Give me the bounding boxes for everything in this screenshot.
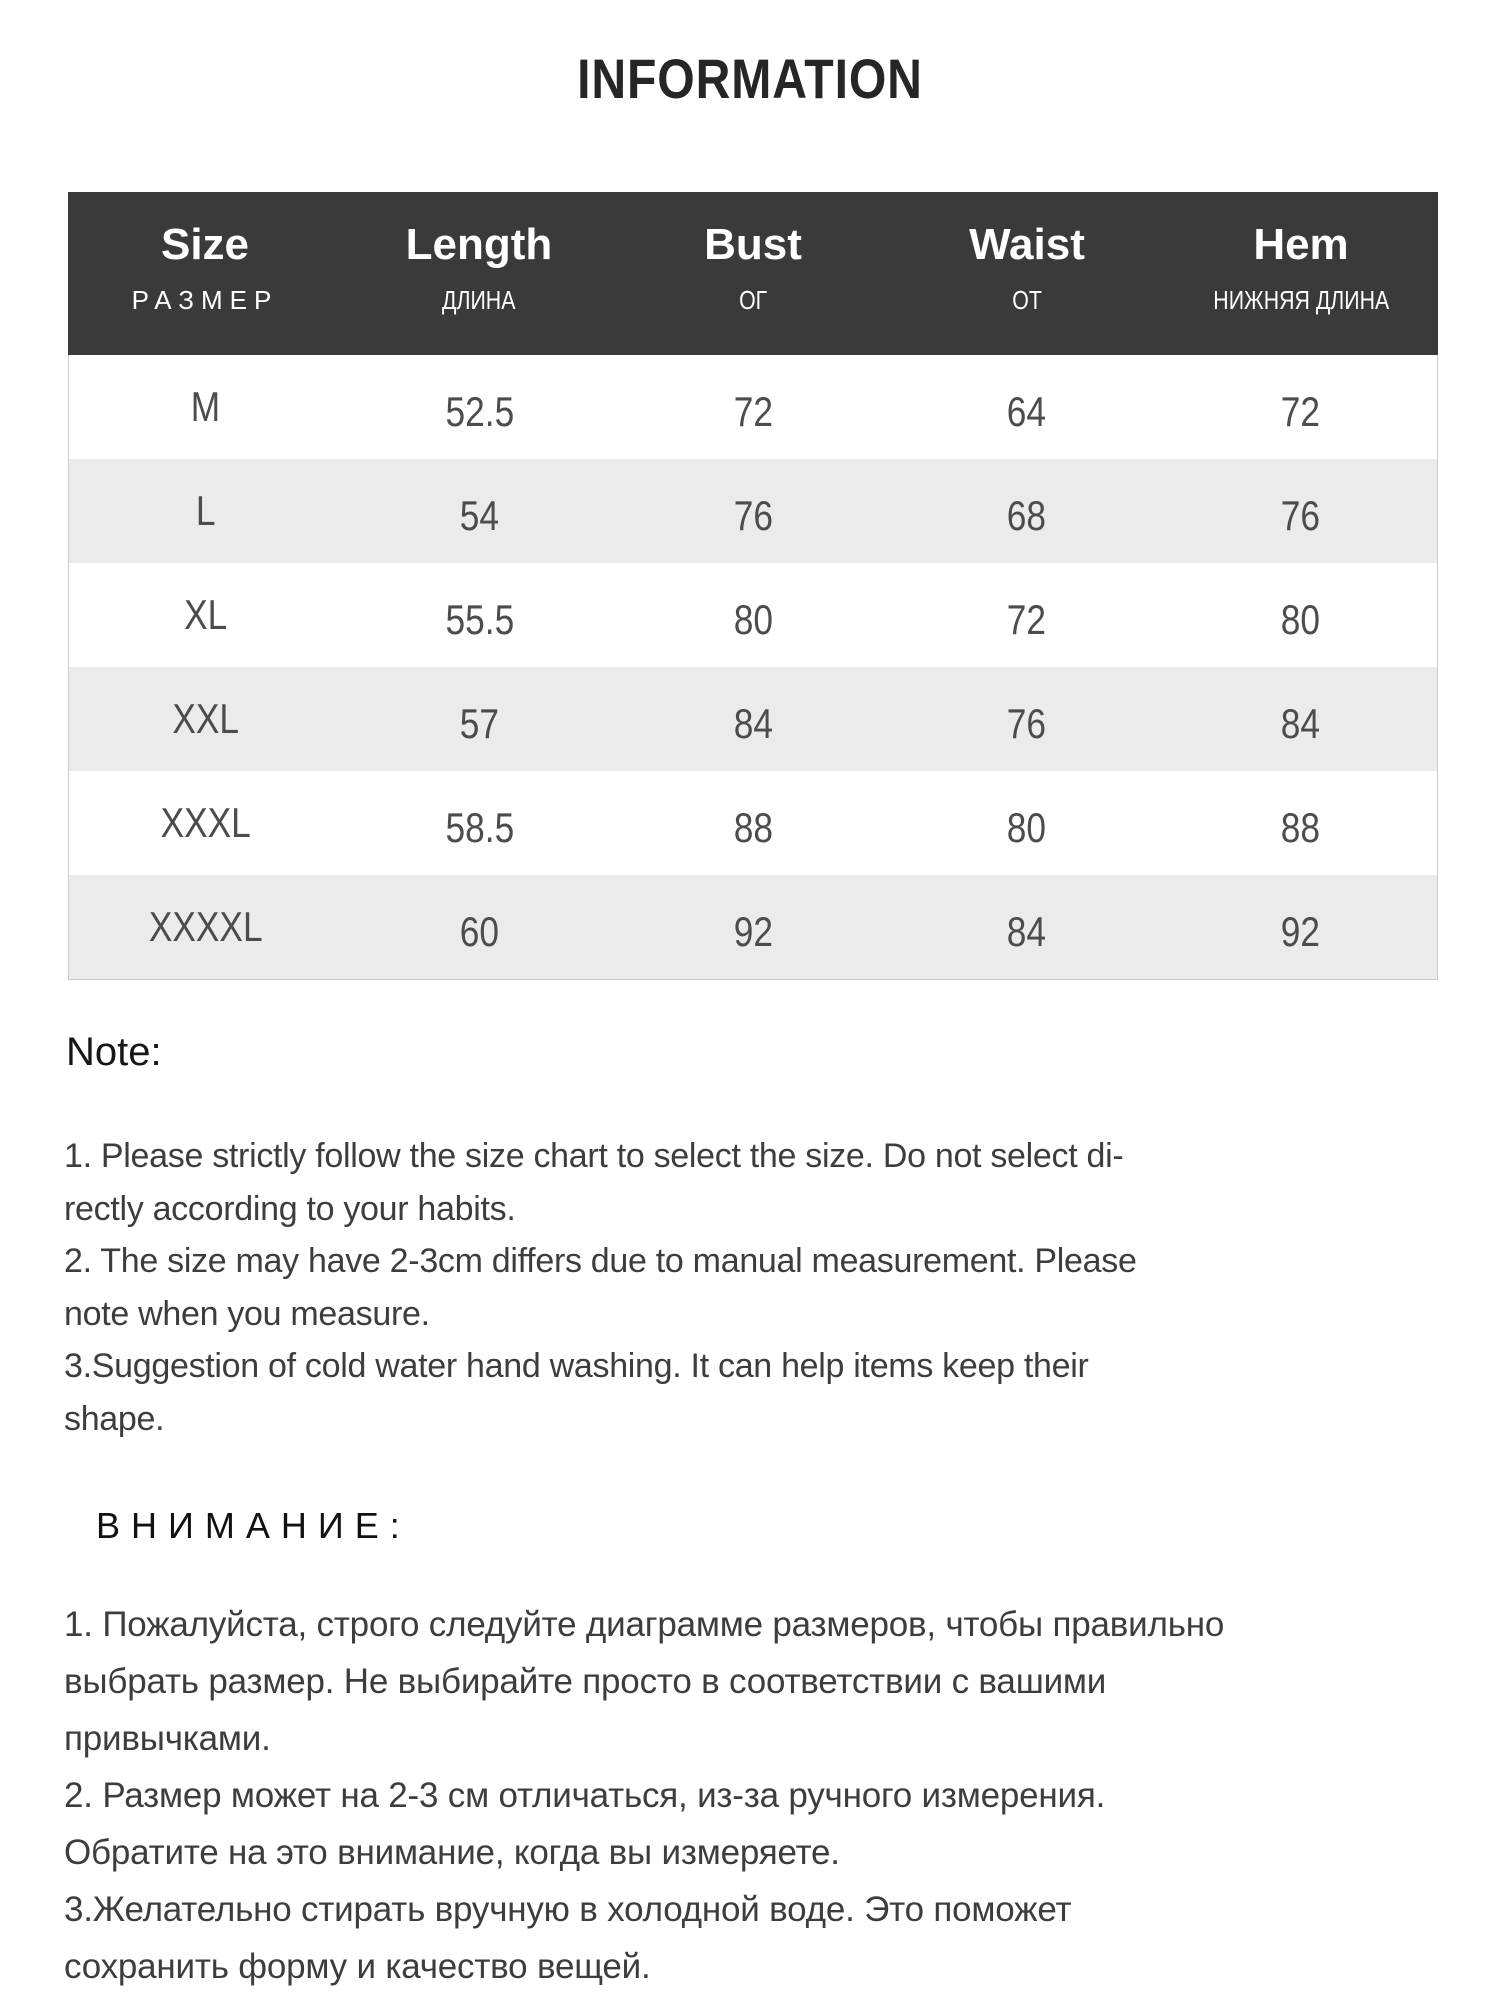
cell-hem: 92 bbox=[1280, 908, 1320, 955]
note-line: note when you measure. bbox=[64, 1294, 430, 1333]
table-row-l bbox=[69, 459, 1437, 563]
size-table-header bbox=[68, 192, 1438, 355]
cell-hem: 84 bbox=[1280, 700, 1320, 747]
cell-size: XXL bbox=[172, 695, 240, 742]
column-header-waist bbox=[890, 192, 1164, 355]
cell-waist: 80 bbox=[1006, 804, 1047, 851]
attention-line: 1. Пожалуйста, строго следуйте диаграмме размеров, чтобы правильно bbox=[64, 1605, 1225, 1644]
cell-bust: 80 bbox=[733, 596, 773, 643]
attention-line: 2. Размер может на 2-3 см отличаться, из-за ручного измерения. bbox=[64, 1776, 1106, 1815]
column-header-hem bbox=[1164, 192, 1438, 355]
cell-hem: 76 bbox=[1280, 492, 1320, 539]
cell-hem: 88 bbox=[1280, 804, 1320, 851]
column-header-hem-en: Hem bbox=[1253, 220, 1349, 269]
note-text bbox=[64, 1130, 1464, 1445]
table-row-m bbox=[69, 355, 1437, 459]
column-header-size-en: Size bbox=[160, 220, 250, 269]
attention-line: выбрать размер. Не выбирайте просто в соответствии с вашими bbox=[64, 1662, 1107, 1701]
table-row-xl bbox=[69, 563, 1437, 667]
note-line: rectly according to your habits. bbox=[64, 1189, 516, 1228]
note-line: 2. The size may have 2-3cm differs due to manual measurement. Please bbox=[64, 1242, 1137, 1280]
cell-bust: 88 bbox=[733, 804, 773, 851]
cell-waist: 84 bbox=[1006, 908, 1047, 955]
attention-line: Обратите на это внимание, когда вы измеряете. bbox=[64, 1833, 840, 1872]
cell-length: 55.5 bbox=[445, 596, 514, 643]
column-header-length-en: Length bbox=[405, 220, 553, 269]
cell-waist: 72 bbox=[1006, 596, 1047, 643]
column-header-size bbox=[68, 192, 342, 355]
cell-bust: 76 bbox=[733, 492, 773, 539]
table-row-xxl bbox=[69, 667, 1437, 771]
column-header-hem-ru: НИЖНЯЯ ДЛИНА bbox=[1213, 285, 1389, 315]
note-line: 1. Please strictly follow the size chart to select the size. Do not select di- bbox=[64, 1137, 1124, 1175]
attention-heading: ВНИМАНИЕ: bbox=[96, 1505, 411, 1546]
attention-line: привычками. bbox=[64, 1719, 271, 1758]
attention-line: сохранить форму и качество вещей. bbox=[64, 1947, 651, 1986]
cell-length: 54 bbox=[459, 492, 500, 539]
cell-bust: 92 bbox=[733, 908, 773, 955]
cell-length: 60 bbox=[459, 908, 500, 955]
column-header-bust bbox=[616, 192, 890, 355]
cell-hem: 80 bbox=[1280, 596, 1320, 643]
cell-hem: 72 bbox=[1280, 388, 1320, 435]
table-row-xxxl bbox=[69, 771, 1437, 875]
cell-waist: 68 bbox=[1006, 492, 1047, 539]
attention-text bbox=[64, 1596, 1464, 1995]
cell-length: 58.5 bbox=[445, 804, 514, 851]
table-row-xxxxl bbox=[69, 875, 1437, 979]
cell-waist: 64 bbox=[1006, 388, 1047, 435]
cell-size: XXXL bbox=[160, 799, 251, 846]
note-line: shape. bbox=[64, 1399, 165, 1438]
column-header-length bbox=[342, 192, 616, 355]
cell-size: M bbox=[191, 383, 221, 430]
column-header-size-ru: РАЗМЕР bbox=[131, 285, 279, 315]
cell-waist: 76 bbox=[1006, 700, 1047, 747]
column-header-waist-en: Waist bbox=[969, 220, 1085, 269]
page-title: INFORMATION bbox=[577, 47, 923, 110]
column-header-bust-ru: ОГ bbox=[738, 285, 768, 315]
note-heading: Note: bbox=[66, 1030, 162, 1074]
cell-bust: 84 bbox=[733, 700, 773, 747]
size-table bbox=[68, 192, 1438, 980]
cell-size: L bbox=[195, 487, 216, 534]
column-header-bust-en: Bust bbox=[704, 220, 802, 269]
cell-bust: 72 bbox=[733, 388, 773, 435]
attention-line: 3.Желательно стирать вручную в холодной воде. Это поможет bbox=[64, 1890, 1072, 1929]
column-header-length-ru: ДЛИНА bbox=[442, 285, 516, 315]
size-table-body bbox=[68, 355, 1438, 980]
cell-size: XXXXL bbox=[148, 903, 263, 950]
column-header-waist-ru: ОТ bbox=[1012, 285, 1042, 315]
note-line: 3.Suggestion of cold water hand washing. It can help items keep their bbox=[64, 1347, 1089, 1385]
cell-size: XL bbox=[184, 591, 228, 638]
cell-length: 52.5 bbox=[445, 388, 514, 435]
cell-length: 57 bbox=[459, 700, 500, 747]
